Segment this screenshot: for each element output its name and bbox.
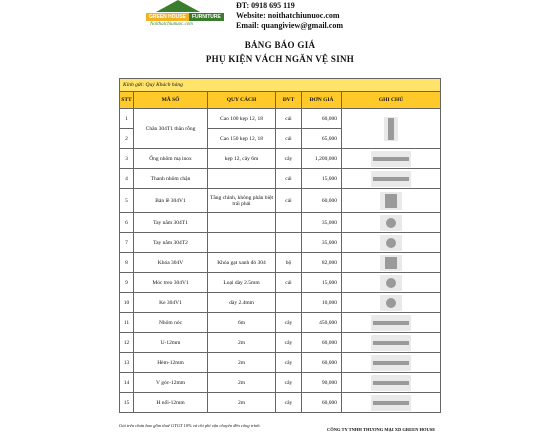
cell-spec bbox=[208, 169, 276, 189]
cell-stt: 12 bbox=[120, 333, 134, 353]
cell-note bbox=[342, 393, 441, 413]
cell-stt: 11 bbox=[120, 313, 134, 333]
rail-product-image bbox=[371, 375, 411, 391]
cell-spec: Tăng chỉnh, không phân biệt trái phải bbox=[208, 189, 276, 213]
cell-note bbox=[342, 213, 441, 233]
cell-spec: 6m bbox=[208, 313, 276, 333]
bar-product-image bbox=[371, 171, 411, 187]
cell-code: Ke 304V1 bbox=[134, 293, 208, 313]
post-product-image bbox=[384, 117, 398, 141]
cell-code: H nối-12mm bbox=[134, 393, 208, 413]
table-body bbox=[120, 109, 441, 413]
header-spec: QUY CÁCH bbox=[208, 92, 276, 109]
cell-stt: 13 bbox=[120, 353, 134, 373]
footer-company: CÔNG TY TNHH THƯƠNG MẠI XD GREEN HOUSE bbox=[327, 427, 436, 432]
cell-spec: Loại dày 2.5mm bbox=[208, 273, 276, 293]
cell-stt: 14 bbox=[120, 373, 134, 393]
cell-note bbox=[342, 189, 441, 213]
table-row bbox=[120, 273, 441, 293]
cell-spec: Cao 150 kẹp 12, 18 bbox=[208, 129, 276, 149]
table-row bbox=[120, 109, 441, 129]
table-row bbox=[120, 253, 441, 273]
table-row bbox=[120, 189, 441, 213]
cell-note bbox=[342, 373, 441, 393]
header-price: ĐƠN GIÁ bbox=[302, 92, 342, 109]
header-code: MÃ SỐ bbox=[134, 92, 208, 109]
cell-note bbox=[342, 353, 441, 373]
header-unit: ĐVT bbox=[276, 92, 302, 109]
cell-unit: cây bbox=[276, 353, 302, 373]
table-row bbox=[120, 313, 441, 333]
cell-note bbox=[342, 149, 441, 169]
cell-unit: cái bbox=[276, 169, 302, 189]
cell-unit: cây bbox=[276, 373, 302, 393]
cell-spec: kẹp 12, cây 6m bbox=[208, 149, 276, 169]
cell-price: 35,000 bbox=[302, 233, 342, 253]
cell-stt: 9 bbox=[120, 273, 134, 293]
logo-roof-shape bbox=[156, 0, 200, 12]
cell-stt: 3 bbox=[120, 149, 134, 169]
logo-sub-text: FURNITURE bbox=[189, 13, 224, 21]
rail-product-image bbox=[371, 315, 411, 331]
cell-spec: dày 2.4mm bbox=[208, 293, 276, 313]
cell-stt: 5 bbox=[120, 189, 134, 213]
cell-price: 60,000 bbox=[302, 109, 342, 129]
hook-product-image bbox=[380, 275, 402, 291]
cell-price: 60,000 bbox=[302, 189, 342, 213]
cell-spec: 2m bbox=[208, 353, 276, 373]
cell-code: Hèm-12mm bbox=[134, 353, 208, 373]
cell-unit: cây bbox=[276, 313, 302, 333]
cell-stt: 7 bbox=[120, 233, 134, 253]
cell-note bbox=[342, 109, 441, 149]
cell-unit bbox=[276, 233, 302, 253]
cell-stt: 1 bbox=[120, 109, 134, 129]
cell-unit: bộ bbox=[276, 253, 302, 273]
cell-price: 65,000 bbox=[302, 129, 342, 149]
cell-price: 60,000 bbox=[302, 393, 342, 413]
knob-product-image bbox=[380, 235, 402, 251]
cell-spec: 2m bbox=[208, 373, 276, 393]
cell-spec: Khóa gạt xanh đỏ 304 bbox=[208, 253, 276, 273]
cell-stt: 15 bbox=[120, 393, 134, 413]
footer-note: Giá trên chưa bao gồm thuế GTGT 10% và chi phí vận chuyển đến công trình. bbox=[119, 423, 261, 428]
cell-code: Khóa 304V bbox=[134, 253, 208, 273]
cell-unit bbox=[276, 293, 302, 313]
cell-price: 82,000 bbox=[302, 253, 342, 273]
bracket-product-image bbox=[380, 295, 402, 311]
header-note: GHI CHÚ bbox=[342, 92, 441, 109]
cell-unit bbox=[276, 213, 302, 233]
contact-phone: ĐT: 0918 695 119 bbox=[236, 1, 295, 10]
cell-price: 1,200,000 bbox=[302, 149, 342, 169]
cell-price: 450,000 bbox=[302, 313, 342, 333]
contact-website: Website: noithatchiunuoc.com bbox=[236, 11, 340, 20]
cell-stt: 10 bbox=[120, 293, 134, 313]
table-row bbox=[120, 333, 441, 353]
header-stt: STT bbox=[120, 92, 134, 109]
cell-stt: 4 bbox=[120, 169, 134, 189]
table-row bbox=[120, 233, 441, 253]
cell-price: 15,000 bbox=[302, 273, 342, 293]
price-table bbox=[119, 78, 441, 413]
cell-code: Bản lề 304V1 bbox=[134, 189, 208, 213]
cell-note bbox=[342, 273, 441, 293]
cell-code: V góc-12mm bbox=[134, 373, 208, 393]
rail-product-image bbox=[371, 355, 411, 371]
logo-band bbox=[146, 13, 230, 21]
contact-block bbox=[236, 0, 343, 31]
cell-code: Móc treo 304V1 bbox=[134, 273, 208, 293]
table-row bbox=[120, 353, 441, 373]
cell-spec bbox=[208, 233, 276, 253]
logo-brand-text: GREEN HOUSE bbox=[146, 13, 189, 21]
cell-unit: cây bbox=[276, 333, 302, 353]
cell-stt: 6 bbox=[120, 213, 134, 233]
client-cell: Kính gửi: Quý Khách hàng bbox=[120, 79, 441, 92]
table-row bbox=[120, 169, 441, 189]
cell-unit: cái bbox=[276, 129, 302, 149]
cell-code: Chân 304T1 thân rỗng bbox=[134, 109, 208, 149]
cell-spec: 2m bbox=[208, 333, 276, 353]
cell-note bbox=[342, 169, 441, 189]
cell-price: 60,000 bbox=[302, 333, 342, 353]
lock-product-image bbox=[380, 255, 402, 271]
cell-note bbox=[342, 293, 441, 313]
cell-code: Ống nhôm mạ inox bbox=[134, 149, 208, 169]
table-row bbox=[120, 373, 441, 393]
cell-code: Nhôm nóc bbox=[134, 313, 208, 333]
header-row bbox=[120, 92, 441, 109]
cell-code: Tay nắm 304T2 bbox=[134, 233, 208, 253]
document-subtitle: PHỤ KIỆN VÁCH NGĂN VỆ SINH bbox=[205, 54, 355, 64]
table-row bbox=[120, 293, 441, 313]
cell-unit: cây bbox=[276, 393, 302, 413]
cell-price: 90,000 bbox=[302, 373, 342, 393]
cell-code: Thanh nhôm chặn bbox=[134, 169, 208, 189]
cell-stt: 8 bbox=[120, 253, 134, 273]
document-title: BẢNG BÁO GIÁ bbox=[244, 40, 316, 50]
cell-price: 60,000 bbox=[302, 353, 342, 373]
cell-price: 10,000 bbox=[302, 293, 342, 313]
contact-email: Email: quangiview@gmail.com bbox=[236, 21, 343, 30]
cell-unit: cái bbox=[276, 189, 302, 213]
table-row bbox=[120, 393, 441, 413]
cell-note bbox=[342, 233, 441, 253]
cell-note bbox=[342, 333, 441, 353]
knob-product-image bbox=[380, 215, 402, 231]
table-row bbox=[120, 149, 441, 169]
cell-code: U-12mm bbox=[134, 333, 208, 353]
rail-product-image bbox=[371, 335, 411, 351]
cell-note bbox=[342, 313, 441, 333]
client-row bbox=[120, 79, 441, 92]
cell-spec: Cao 100 kẹp 12, 18 bbox=[208, 109, 276, 129]
cell-price: 35,000 bbox=[302, 213, 342, 233]
rail-product-image bbox=[371, 395, 411, 411]
hinge-product-image bbox=[380, 192, 402, 210]
company-logo bbox=[146, 0, 230, 30]
cell-note bbox=[342, 253, 441, 273]
cell-price: 15,000 bbox=[302, 169, 342, 189]
cell-spec bbox=[208, 213, 276, 233]
cell-spec: 2m bbox=[208, 393, 276, 413]
tube-product-image bbox=[371, 151, 411, 167]
cell-unit: cây bbox=[276, 149, 302, 169]
cell-unit: cái bbox=[276, 109, 302, 129]
cell-stt: 2 bbox=[120, 129, 134, 149]
logo-site-text: Noithatchiunuoc.com bbox=[150, 22, 193, 27]
table-row bbox=[120, 213, 441, 233]
cell-unit: cái bbox=[276, 273, 302, 293]
cell-code: Tay nắm 304T1 bbox=[134, 213, 208, 233]
